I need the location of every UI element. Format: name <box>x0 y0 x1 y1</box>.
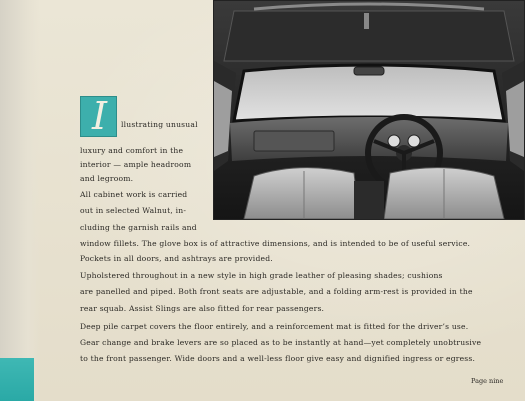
page-gutter <box>0 0 40 401</box>
body-text-line: llustrating unusual <box>121 120 198 129</box>
body-text-line: cluding the garnish rails and <box>80 223 197 232</box>
body-text-line: Gear change and brake levers are so placed as to be instantly at hand—yet completely unobtrusive <box>80 338 482 347</box>
body-text-line: are panelled and piped. Both front seats are adjustable, and a folding arm-rest is provided in the <box>80 287 473 296</box>
body-text-line: Deep pile carpet covers the floor entirely, and a reinforcement mat is fitted for the driver’s use. <box>80 322 469 331</box>
body-text-line: rear squab. Assist Slings are also fitted for rear passengers. <box>80 304 325 313</box>
body-text-line: window fillets. The glove box is of attractive dimensions, and is intended to be of useful service. <box>80 239 471 248</box>
body-text-line: interior — ample headroom <box>80 160 192 169</box>
car-interior-photo <box>213 0 525 220</box>
body-text-line: Pockets in all doors, and ashtrays are provided. <box>80 254 273 263</box>
drop-cap-letter: I <box>91 94 107 138</box>
body-text-line: All cabinet work is carried <box>80 190 188 199</box>
page-number: Page nine <box>471 377 504 385</box>
body-text-line: and legroom. <box>80 174 134 183</box>
body-text-line: luxury and comfort in the <box>80 146 184 155</box>
body-text-line: Upholstered throughout in a new style in high grade leather of pleasing shades; cushions <box>80 271 443 280</box>
drop-cap-box <box>80 96 117 137</box>
body-text-line: to the front passenger. Wide doors and a well-less floor give easy and dignified ingress or egress. <box>80 354 476 363</box>
teal-accent-strip <box>0 358 34 401</box>
body-text-line: out in selected Walnut, in- <box>80 206 187 215</box>
